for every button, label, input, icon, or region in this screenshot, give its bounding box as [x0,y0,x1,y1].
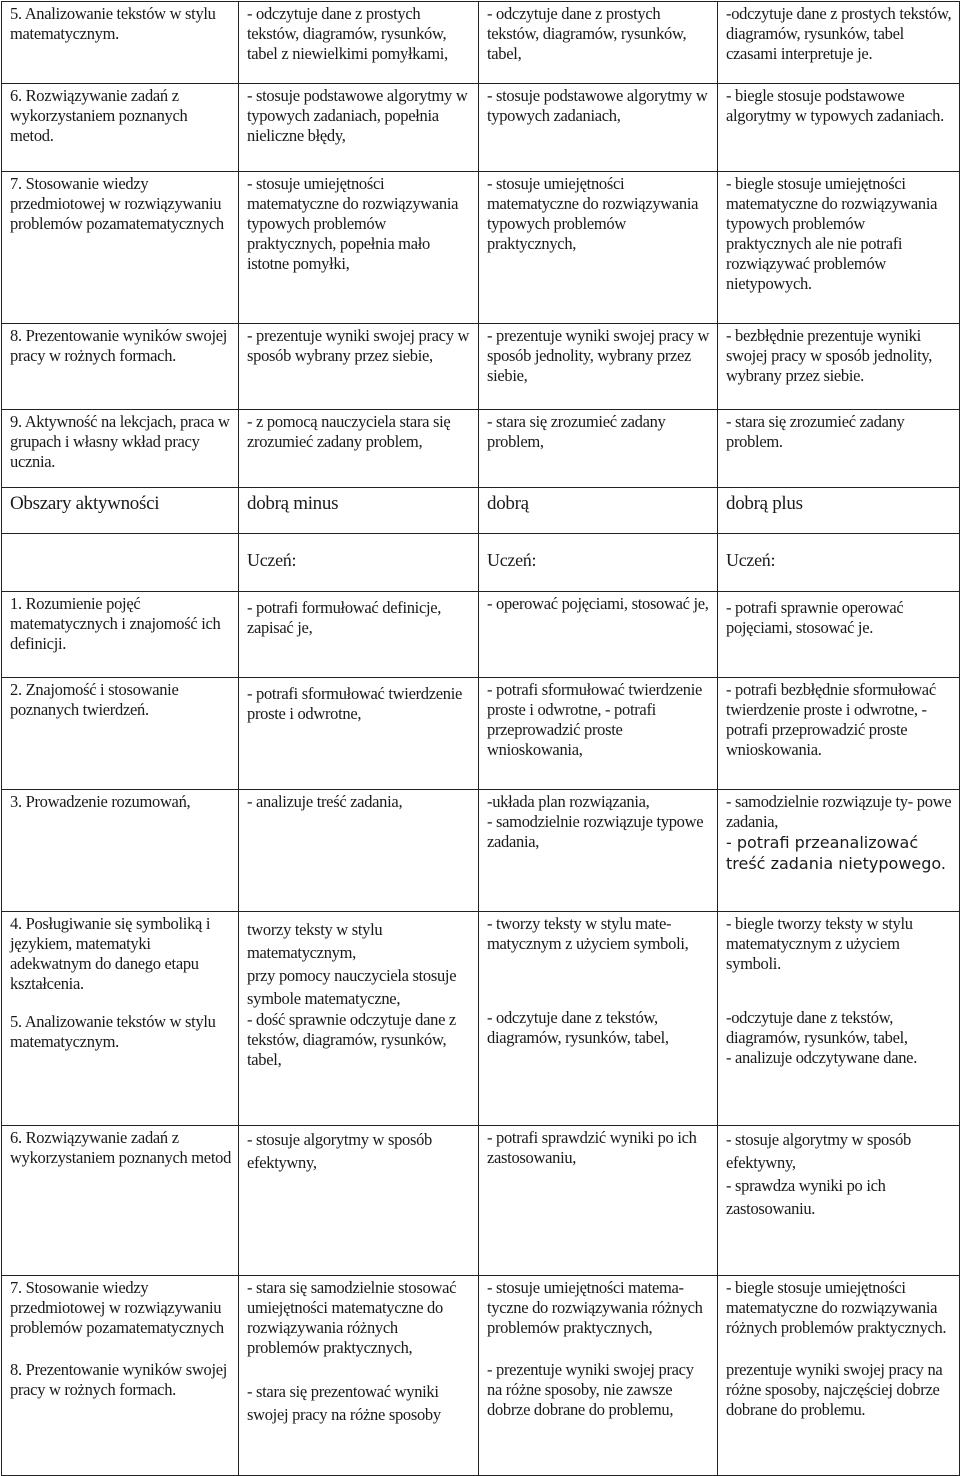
table-row [2,790,960,912]
area-cell: 7. Stosowanie wiedzy przedmiotowej w rozwiązywaniu problemów pozamatematycznych 8. Prezentowanie wyników swojej pracy w rożnych formach. [2,1276,239,1476]
dobra-plus-cell: - stosuje algorytmy w sposób efektywny, - sprawdza wyniki po ich zastosowaniu. [718,1126,960,1276]
dobra-minus-cell: - analizuje treść zadania, [239,790,479,912]
grading-criteria-table [1,1,960,1476]
area-cell: 4. Posługiwanie się symboliką i językiem, matematyki adekwatnym do danego etapu kształcenia. 5. Analizowanie tekstów w stylu matematycznym. [2,912,239,1126]
table-row [2,84,960,172]
dobra-plus-cell: - potrafi sprawnie operować pojęciami, stosować je. [718,592,960,678]
dobra-minus-cell: - odczytuje dane z prostych tekstów, diagramów, rysunków, tabel z niewielkimi pomyłkami, [239,2,479,84]
student-label: Uczeń: [479,534,718,592]
dobra-cell: -układa plan rozwiązania, - samodzielnie rozwiązuje typowe zadania, [479,790,718,912]
student-header-row [2,534,960,592]
dobra-cell: - odczytuje dane z prostych tekstów, diagramów, rysunków, tabel, [479,2,718,84]
dobra-minus-cell: - potrafi formułować definicje, zapisać je, [239,592,479,678]
area-cell: 2. Znajomość i stosowanie poznanych twierdzeń. [2,678,239,790]
dobra-minus-cell: - prezentuje wyniki swojej pracy w sposób wybrany przez siebie, [239,324,479,410]
dobra-cell: - operować pojęciami, stosować je, [479,592,718,678]
dobra-minus-cell: tworzy teksty w stylu matematycznym, przy pomocy nauczyciela stosuje symbole matematyczne, - dość sprawnie odczytuje dane z tekstów, diagramów, rysunków, tabel, [239,912,479,1126]
dobra-plus-cell: - samodzielnie rozwiązuje ty- powe zadania, - potrafi przeanalizować treść zadania nietypowego. [718,790,960,912]
dobra-cell: - stosuje umiejętności matema- tyczne do rozwiązywania różnych problemów praktycznych, - prezentuje wyniki swojej pracy na różne sposoby, nie zawsze dobrze dobrane do problemu, [479,1276,718,1476]
dobra-plus-cell: - stara się zrozumieć zadany problem. [718,410,960,488]
dobra-minus-cell: - potrafi sformułować twierdzenie proste i odwrotne, [239,678,479,790]
table-row [2,1126,960,1276]
student-label: Uczeń: [239,534,479,592]
dobra-minus-cell: - z pomocą nauczyciela stara się zrozumieć zadany problem, [239,410,479,488]
dobra-minus-cell: - stosuje umiejętności matematyczne do rozwiązywania typowych problemów praktycznych, popełnia mało istotne pomyłki, [239,172,479,324]
area-cell: 1. Rozumienie pojęć matematycznych i znajomość ich definicji. [2,592,239,678]
dobra-plus-cell: - potrafi bezbłędnie sformułować twierdzenie proste i odwrotne, - potrafi przeprowadzić proste wnioskowania. [718,678,960,790]
table-row [2,592,960,678]
dobra-plus-cell: - bezbłędnie prezentuje wyniki swojej pracy w sposób jednolity, wybrany przez siebie. [718,324,960,410]
area-cell: 6. Rozwiązywanie zadań z wykorzystaniem poznanych metod [2,1126,239,1276]
table-row [2,410,960,488]
header-empty [2,534,239,592]
dobra-cell: - stosuje umiejętności matematyczne do rozwiązywania typowych problemów praktycznych, [479,172,718,324]
dobra-plus-cell: - biegle stosuje umiejętności matematyczne do rozwiązywania typowych problemów praktycznych ale nie potrafi rozwiązywać problemów nietypowych. [718,172,960,324]
dobra-cell: - stosuje podstawowe algorytmy w typowych zadaniach, [479,84,718,172]
header-dobra-minus: dobrą minus [239,488,479,534]
dobra-cell: - tworzy teksty w stylu mate- matycznym z użyciem symboli, - odczytuje dane z tekstów, diagramów, rysunków, tabel, [479,912,718,1126]
grade-header-row [2,488,960,534]
table-row [2,172,960,324]
area-cell: 9. Aktywność na lekcjach, praca w grupach i własny wkład pracy ucznia. [2,410,239,488]
table-row [2,2,960,84]
table-row [2,912,960,1126]
dobra-cell: - potrafi sprawdzić wyniki po ich zastosowaniu, [479,1126,718,1276]
dobra-cell: - potrafi sformułować twierdzenie proste i odwrotne, - potrafi przeprowadzić proste wnioskowania, [479,678,718,790]
area-cell: 6. Rozwiązywanie zadań z wykorzystaniem poznanych metod. [2,84,239,172]
dobra-cell: - stara się zrozumieć zadany problem, [479,410,718,488]
area-cell: 8. Prezentowanie wyników swojej pracy w rożnych formach. [2,324,239,410]
student-label: Uczeń: [718,534,960,592]
table-row [2,1276,960,1476]
area-cell: 7. Stosowanie wiedzy przedmiotowej w rozwiązywaniu problemów pozamatematycznych [2,172,239,324]
dobra-minus-cell: - stosuje algorytmy w sposób efektywny, [239,1126,479,1276]
dobra-minus-cell: - stara się samodzielnie stosować umiejętności matematyczne do rozwiązywania różnych problemów praktycznych, - stara się prezentować wyniki swojej pracy na różne sposoby [239,1276,479,1476]
header-dobra: dobrą [479,488,718,534]
dobra-plus-cell: - biegle stosuje podstawowe algorytmy w typowych zadaniach. [718,84,960,172]
dobra-plus-cell: - biegle stosuje umiejętności matematyczne do rozwiązywania różnych problemów praktycznych. prezentuje wyniki swojej pracy na różne sposoby, najczęściej dobrze dobrane do problemu. [718,1276,960,1476]
table-row [2,324,960,410]
header-area: Obszary aktywności [2,488,239,534]
dobra-minus-cell: - stosuje podstawowe algorytmy w typowych zadaniach, popełnia nieliczne błędy, [239,84,479,172]
area-cell: 5. Analizowanie tekstów w stylu matematycznym. [2,2,239,84]
area-cell: 3. Prowadzenie rozumowań, [2,790,239,912]
table-row [2,678,960,790]
dobra-plus-cell: -odczytuje dane z prostych tekstów, diagramów, rysunków, tabel czasami interpretuje je. [718,2,960,84]
header-dobra-plus: dobrą plus [718,488,960,534]
dobra-cell: - prezentuje wyniki swojej pracy w sposób jednolity, wybrany przez siebie, [479,324,718,410]
dobra-plus-cell: - biegle tworzy teksty w stylu matematycznym z użyciem symboli. -odczytuje dane z tekstów, diagramów, rysunków, tabel, - analizuje odczytywane dane. [718,912,960,1126]
